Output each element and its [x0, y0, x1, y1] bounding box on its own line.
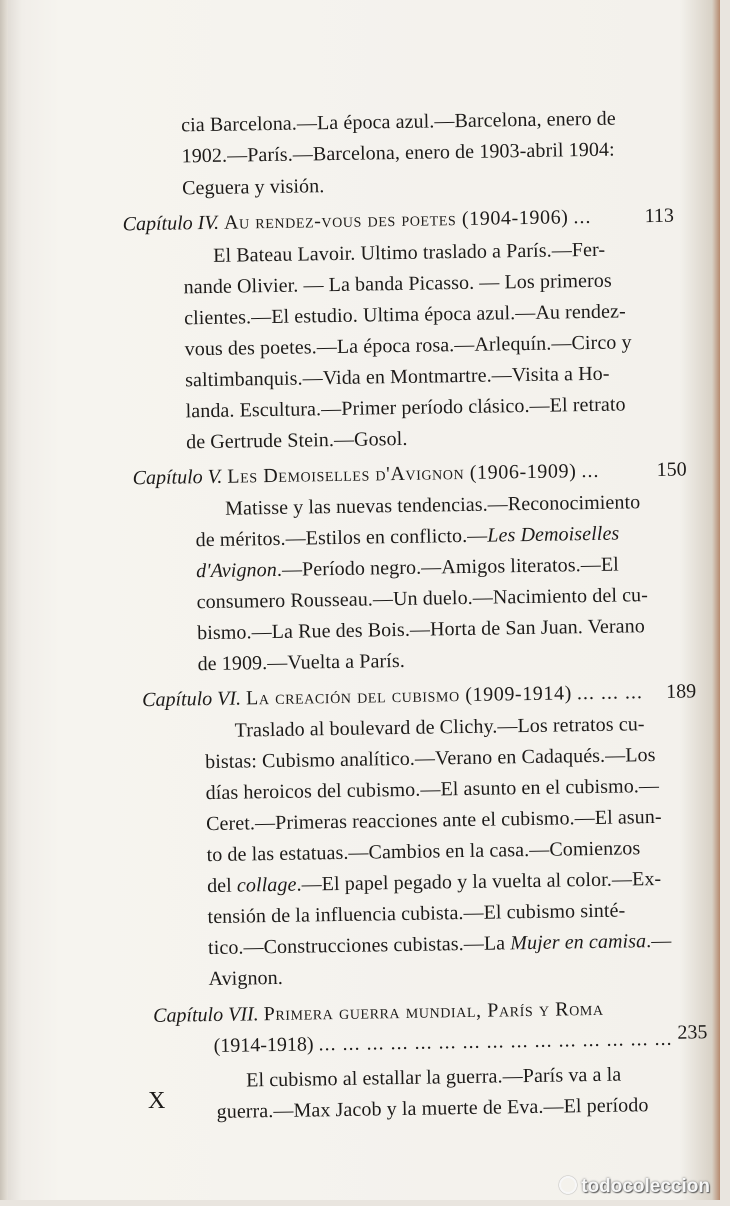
dot-leader: ...: [573, 205, 592, 229]
chapter-title: La creación del cubismo (1909-1914): [245, 682, 573, 710]
text-line: del collage.—El papel pegado y la vuelta al color.—Ex-: [206, 867, 662, 898]
dot-leader: ... ... ... ... ... ... ... ... ... ... ... ... ... ... ...: [318, 1027, 673, 1056]
text-line: to de las estatuas.—Cambios en la casa.—Comienzos: [206, 837, 641, 867]
chapter-title: Primera guerra mundial, París y Roma: [263, 997, 604, 1026]
text-line: Ceguera y visión.: [181, 175, 325, 200]
text-line: cia Barcelona.—La época azul.—Barcelona, enero de: [180, 107, 616, 137]
text-line: nande Olivier. — La banda Picasso. — Los primeros: [183, 269, 612, 299]
dot-leader: ...: [581, 459, 600, 483]
chapter-heading-continuation: [213, 1027, 673, 1058]
text-line: landa. Escultura.—Primer período clásico.—El retrato: [185, 393, 626, 423]
chapter-page-number: 235: [677, 1021, 708, 1044]
text-line: de 1909.—Vuelta a París.: [197, 649, 406, 676]
text-line: Avignon.: [208, 966, 284, 991]
chapter-label: Capítulo IV.: [122, 211, 220, 236]
text-line: saltimbanquis.—Vida en Montmartre.—Visita a Ho-: [184, 362, 610, 392]
text-line: vous des poetes.—La época rosa.—Arlequín.—Circo y: [184, 331, 632, 361]
text-line: El cubismo al estallar la guerra.—París va a la: [245, 1063, 622, 1092]
text-line: Ceret.—Primeras reacciones ante el cubismo.—El asun-: [205, 805, 662, 836]
text-line: 1902.—París.—Barcelona, enero de 1903-abril 1904:: [181, 138, 615, 168]
dot-leader: ... ... ...: [576, 681, 644, 705]
chapter-heading: [153, 997, 604, 1028]
chapter-label: Capítulo VII.: [152, 1003, 259, 1027]
chapter-title-continuation: (1914-1918): [213, 1033, 314, 1057]
chapter-page-number: 113: [644, 204, 675, 228]
text-line: clientes.—El estudio. Ultima época azul.—Au rendez-: [184, 300, 626, 330]
chapter-title: Les Demoiselles d'Avignon (1906-1909): [227, 460, 577, 488]
text-line: El Bateau Lavoir. Ultimo traslado a París.—Fer-: [213, 238, 606, 267]
text-line: de Gertrude Stein.—Gosol.: [185, 427, 408, 454]
chapter-heading: [123, 205, 592, 236]
text-line: Matisse y las nuevas tendencias.—Reconocimiento: [225, 491, 641, 520]
watermark-logo-icon: [559, 1176, 577, 1194]
text-line: tico.—Construcciones cubistas.—La Mujer en camisa.—: [207, 929, 672, 960]
chapter-heading: [142, 680, 643, 712]
text-line: consumero Rousseau.—Un duelo.—Nacimiento del cu-: [196, 584, 649, 614]
text-line: bismo.—La Rue des Bois.—Horta de San Juan. Verano: [196, 615, 646, 645]
text-line: tensión de la influencia cubista.—El cubismo sinté-: [207, 899, 626, 929]
chapter-label: Capítulo V.: [132, 465, 223, 490]
chapter-page-number: 189: [665, 680, 697, 703]
chapter-heading: [132, 459, 599, 490]
chapter-title: Au rendez-vous des poetes (1904-1906): [223, 206, 569, 234]
watermark-text: todocoleccion: [581, 1176, 710, 1197]
chapter-page-number: 150: [656, 458, 687, 481]
chapter-label: Capítulo VI.: [141, 687, 242, 712]
text-line: d'Avignon.—Período negro.—Amigos literatos.—El: [195, 553, 620, 583]
text-line: de méritos.—Estilos en conflicto.—Les Demoiselles: [195, 522, 620, 552]
text-line: Traslado al boulevard de Clichy.—Los retratos cu-: [234, 713, 645, 742]
text-line: días heroicos del cubismo.—El asunto en el cubismo.—: [205, 774, 660, 805]
text-line: bistas: Cubismo analítico.—Verano en Cadaqués.—Los: [204, 744, 656, 774]
text-line: guerra.—Max Jacob y la muerte de Eva.—El período: [216, 1094, 649, 1123]
page-folio: X: [148, 1088, 166, 1114]
watermark: [559, 1176, 710, 1198]
